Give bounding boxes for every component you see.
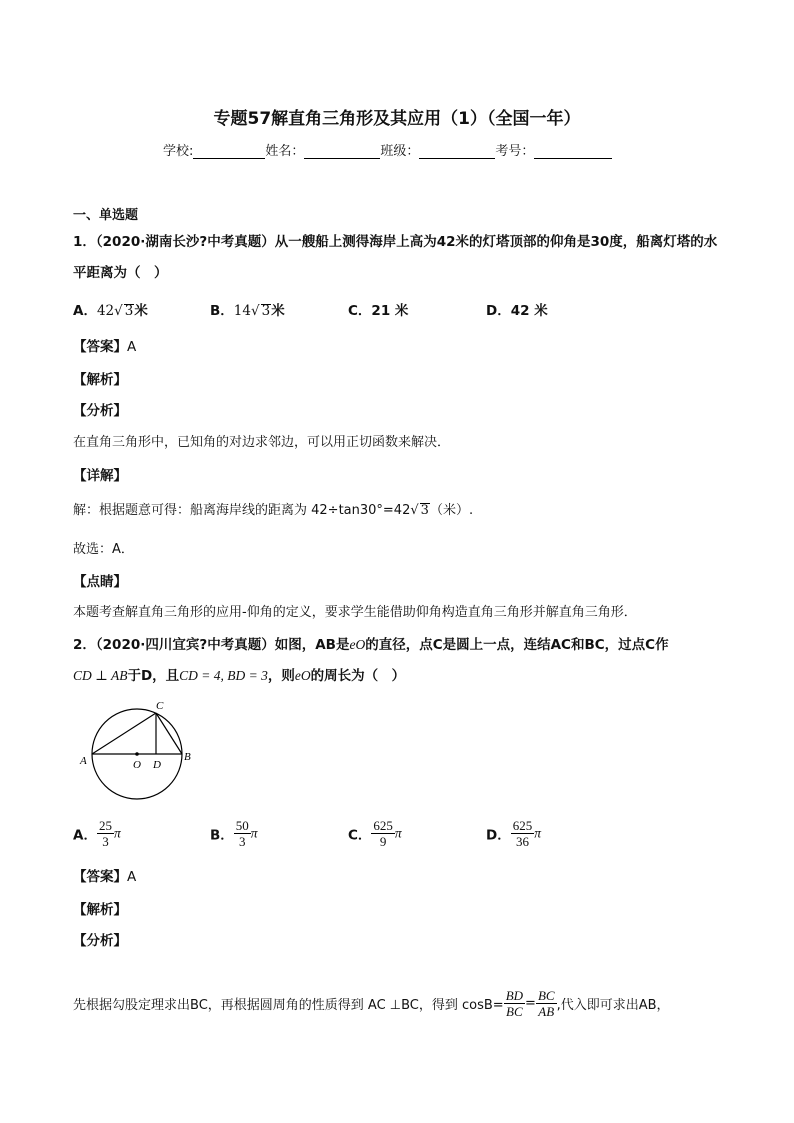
name-label: 姓名： bbox=[265, 144, 305, 159]
q1-option-a-rad: 3 bbox=[124, 303, 134, 319]
q2-option-c-num: 625 bbox=[373, 818, 393, 833]
q2-circle-symbol-2: e bbox=[294, 668, 301, 683]
q2-option-b bbox=[210, 818, 258, 849]
chord-bc bbox=[156, 713, 182, 754]
q2-option-a-pi: π bbox=[113, 825, 121, 841]
q2-option-a bbox=[73, 818, 121, 849]
q2-last-line bbox=[73, 988, 670, 1019]
q2-last-b: ,代入即可求出AB， bbox=[556, 998, 670, 1013]
class-label: 班级： bbox=[380, 144, 420, 159]
q2-stem-line1 bbox=[73, 633, 669, 653]
q1-stem-line2: 平距离为（ ） bbox=[73, 265, 168, 281]
q1-option-c-label: C． bbox=[348, 303, 372, 319]
q1-fenxi-tag: 【分析】 bbox=[73, 403, 127, 419]
q1-comment-tag: 【点睛】 bbox=[73, 574, 127, 590]
q2-option-a-num: 25 bbox=[98, 818, 112, 833]
q2-stem-b: 的直径，点C是圆上一点，连结AC和BC，过点C作 bbox=[365, 637, 669, 653]
q2-fenxi-tag: 【分析】 bbox=[73, 933, 127, 949]
class-blank bbox=[419, 144, 495, 159]
q1-source: （2020·湖南长沙?中考真题） bbox=[95, 234, 275, 250]
section-heading: 一、单选题 bbox=[73, 208, 139, 223]
q2-option-c-label: C． bbox=[348, 827, 372, 844]
q2-stem-d: ，则 bbox=[267, 668, 295, 684]
q1-stem: 从一艘船上测得海岸上高为42米的灯塔顶部的仰角是30度，船离灯塔的水 bbox=[274, 234, 718, 250]
q1-detail-line: 解：根据题意可得：船离海岸线的距离为 42÷tan30°=42√ 3（米）. bbox=[73, 503, 474, 518]
label-d: D bbox=[153, 759, 161, 771]
q1-option-d-text: 42 米 bbox=[510, 303, 548, 319]
q2-stem-c: 于D，且 bbox=[127, 668, 180, 684]
q1-answer-tag: 【答案】 bbox=[73, 339, 127, 355]
q1-option-a: A．42√ 3米 bbox=[73, 303, 148, 319]
q2-answer-value: A bbox=[127, 869, 137, 885]
q2-option-c bbox=[348, 818, 402, 849]
q2-option-d bbox=[486, 818, 541, 849]
q1-choose-text: 故选：A． bbox=[73, 542, 134, 557]
label-c: C bbox=[156, 700, 164, 712]
q2-circle-symbol: e bbox=[349, 637, 356, 652]
q1-detail-tag: 【详解】 bbox=[73, 468, 127, 484]
q2-cond1: CD ⊥ AB bbox=[73, 668, 128, 683]
q1-detail-tail: （米）. bbox=[429, 503, 474, 518]
q1-option-a-unit: 米 bbox=[134, 303, 148, 319]
q1-option-b-unit: 米 bbox=[271, 303, 285, 319]
page-title: 专题57解直角三角形及其应用（1）（全国一年） bbox=[213, 109, 581, 129]
school-blank bbox=[193, 144, 265, 159]
q2-f1-den: BC bbox=[506, 1004, 523, 1019]
q2-f2-den: AB bbox=[538, 1004, 555, 1019]
q1-option-c bbox=[348, 299, 408, 319]
center-point bbox=[135, 752, 139, 756]
q2-option-a-den: 3 bbox=[102, 834, 109, 849]
name-blank bbox=[304, 144, 380, 159]
q2-cond2: CD = 4, BD = 3 bbox=[179, 668, 268, 683]
q1-answer-value: A bbox=[127, 339, 137, 355]
q2-f1-num: BD bbox=[505, 988, 524, 1003]
q2-option-d-den: 36 bbox=[515, 834, 529, 849]
q1-option-d bbox=[486, 299, 548, 319]
q2-source: （2020·四川宜宾?中考真题） bbox=[95, 637, 275, 653]
label-b: B bbox=[184, 751, 191, 763]
q2-answer bbox=[73, 865, 136, 885]
q2-option-d-label: D． bbox=[486, 827, 511, 844]
q2-option-b-den: 3 bbox=[239, 834, 246, 849]
q2-option-c-den: 9 bbox=[379, 834, 387, 849]
label-o: O bbox=[133, 759, 141, 771]
q2-circle-o-2: O bbox=[300, 668, 311, 683]
number-blank bbox=[534, 144, 612, 159]
q1-analysis-tag: 【解析】 bbox=[73, 372, 127, 388]
number-label: 考号： bbox=[495, 144, 535, 159]
label-a: A bbox=[80, 755, 87, 767]
q1-option-b-rad: 3 bbox=[261, 303, 271, 319]
q2-number: 2． bbox=[73, 637, 96, 653]
q2-option-b-num: 50 bbox=[235, 818, 249, 833]
q1-option-d-label: D． bbox=[486, 303, 511, 319]
q2-option-b-pi: π bbox=[250, 825, 258, 841]
q1-option-a-coef: 42 bbox=[96, 303, 115, 319]
student-info-line bbox=[163, 140, 612, 159]
q1-option-b-label: B． bbox=[210, 303, 234, 319]
q1-stem-line1 bbox=[73, 230, 717, 250]
q2-f2-num: BC bbox=[537, 988, 555, 1003]
q1-answer bbox=[73, 335, 136, 355]
q1-option-c-text: 21 米 bbox=[371, 303, 409, 319]
q2-option-d-pi: π bbox=[534, 825, 541, 841]
q1-detail-text: 解：根据题意可得：船离海岸线的距离为 42÷tan30°=42 bbox=[73, 503, 411, 518]
q1-option-b-coef: 14 bbox=[233, 303, 251, 319]
q1-detail-rad: 3 bbox=[420, 503, 429, 518]
q2-answer-tag: 【答案】 bbox=[73, 869, 127, 885]
q2-stem-a: 如图，AB是 bbox=[274, 637, 350, 653]
q2-last-a: 先根据勾股定理求出BC，再根据圆周角的性质得到 AC ⊥BC，得到 cosB= bbox=[73, 998, 504, 1013]
q1-number: 1． bbox=[73, 234, 96, 250]
q2-option-a-label: A． bbox=[73, 827, 97, 844]
q2-option-c-pi: π bbox=[394, 825, 402, 841]
q2-stem-e: 的周长为（ ） bbox=[310, 668, 406, 684]
q2-analysis-tag: 【解析】 bbox=[73, 902, 127, 918]
q1-option-a-label: A． bbox=[73, 303, 97, 319]
q2-eq: = bbox=[525, 996, 536, 1011]
chord-ac bbox=[92, 713, 156, 754]
q2-option-d-num: 625 bbox=[512, 818, 533, 833]
q2-stem-line2 bbox=[73, 664, 405, 684]
q2-circle-o: O bbox=[355, 637, 366, 652]
q1-option-b: B．14√ 3米 bbox=[210, 303, 285, 319]
q2-option-b-label: B． bbox=[210, 827, 234, 844]
q1-comment-text: 本题考查解直角三角形的应用-仰角的定义，要求学生能借助仰角构造直角三角形并解直角三角形． bbox=[73, 605, 637, 620]
school-label: 学校: bbox=[163, 144, 194, 159]
q2-circle-figure bbox=[72, 692, 212, 812]
q1-fenxi-text: 在直角三角形中，已知角的对边求邻边，可以用正切函数来解决． bbox=[73, 435, 451, 450]
